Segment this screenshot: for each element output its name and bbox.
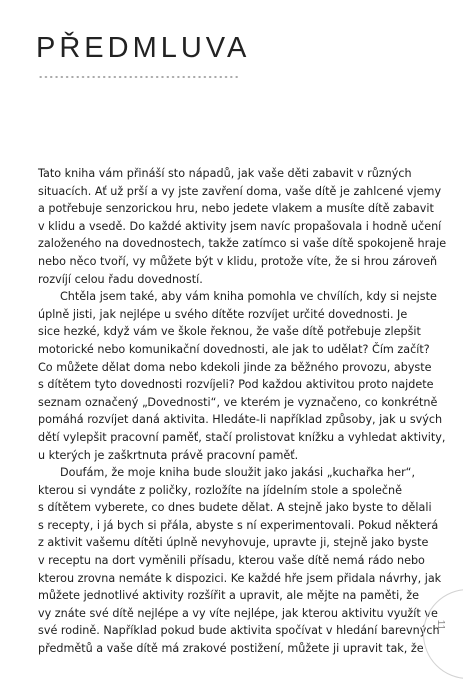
text-line: vy znáte své dítě nejlépe a vy víte nejlépe, jak kterou aktivitu využít ve: [38, 606, 438, 620]
text-line: z aktivit vašemu dítěti úplně nevyhovuje, upravte ji, stejně jako byste: [38, 536, 429, 550]
paragraph-2: [38, 288, 446, 464]
text-line: u kterých je zaškrtnuta právě pracovní paměť.: [38, 448, 299, 462]
text-line: s dítětem vyberete, co dnes budete dělat. A stejně jako byste to dělali: [38, 501, 432, 515]
text-line: Doufám, že moje kniha bude sloužit jako jakási „kuchařka her“,: [60, 466, 416, 480]
text-line: situacích. Ať už prší a vy jste zavření doma, vaše dítě je zahlcené vjemy: [38, 184, 442, 198]
text-line: rozvíjí celou řadu dovedností.: [38, 272, 203, 286]
page-title: PŘEDMLUVA: [36, 32, 251, 64]
text-line: kterou si vyndáte z poličky, rozložíte na jídelním stole a společně: [38, 483, 402, 497]
text-line: v klidu a vsedě. Do každé aktivity jsem navíc propašovala i hodně učení: [38, 219, 442, 233]
text-line: s recepty, i já bych si přála, abyste s ní experimentovali. Pokud některá: [38, 518, 439, 532]
text-line: nebo něco tvoří, vy můžete být v klidu, protože víte, že si hrou zároveň: [38, 254, 438, 268]
page-number: 11: [435, 619, 446, 631]
text-line: můžete jednotlivé aktivity rozšířit a upravit, ale mějte na paměti, že: [38, 589, 420, 603]
text-line: založeného na dovednostech, takže zatímco si vaše dítě spokojeně hraje: [38, 237, 447, 251]
text-line: motorické nebo komunikační dovednosti, ale jak to udělat? Čím začít?: [38, 342, 430, 356]
text-line: předmětů a vaše dítě má zrakové postižení, můžete ji upravit tak, že: [38, 642, 424, 656]
text-line: seznam označený „Dovednosti“, ve kterém je vyznačeno, co konkrétně: [38, 395, 438, 409]
text-line: Tato kniha vám přináší sto nápadů, jak vaše děti zabavit v různých: [38, 167, 412, 180]
text-line: v receptu na dort vyměnili přísadu, kterou vaše dítě nemá rádo nebo: [38, 554, 425, 568]
text-line: kterou zrovna nemáte k dispozici. Ke každé hře jsem přidala návrhy, jak: [38, 571, 442, 585]
text-line: sice hezké, když vám ve škole řeknou, že vaše dítě potřebuje zlepšit: [38, 325, 421, 339]
text-line: a potřebuje senzorickou hru, nebo jedete vlakem a musíte dítě zabavit: [38, 202, 434, 216]
text-line: dětí vylepšit pracovní paměť, stačí prolistovat knížku a vyhledat aktivity,: [38, 430, 446, 444]
text-line: s dítětem tyto dovednosti rozvíjeli? Pod každou aktivitou proto najdete: [38, 378, 434, 392]
text-line: své rodině. Například pokud bude aktivita spočívat v hledání barevných: [38, 624, 440, 638]
text-line: Co můžete dělat doma nebo kdekoli jinde za běžného provozu, abyste: [38, 360, 432, 374]
text-line: úplně jisti, jak nejlépe u svého dítěte rozvíjet určité dovednosti. Je: [38, 307, 408, 321]
paragraph-1: [38, 165, 447, 288]
dotted-divider: [38, 76, 238, 78]
text-line: Chtěla jsem také, aby vám kniha pomohla ve chvílích, kdy si nejste: [60, 290, 437, 304]
text-line: pomáhá rozvíjet daná aktivita. Hledáte-li například způsoby, jak u svých: [38, 413, 443, 427]
